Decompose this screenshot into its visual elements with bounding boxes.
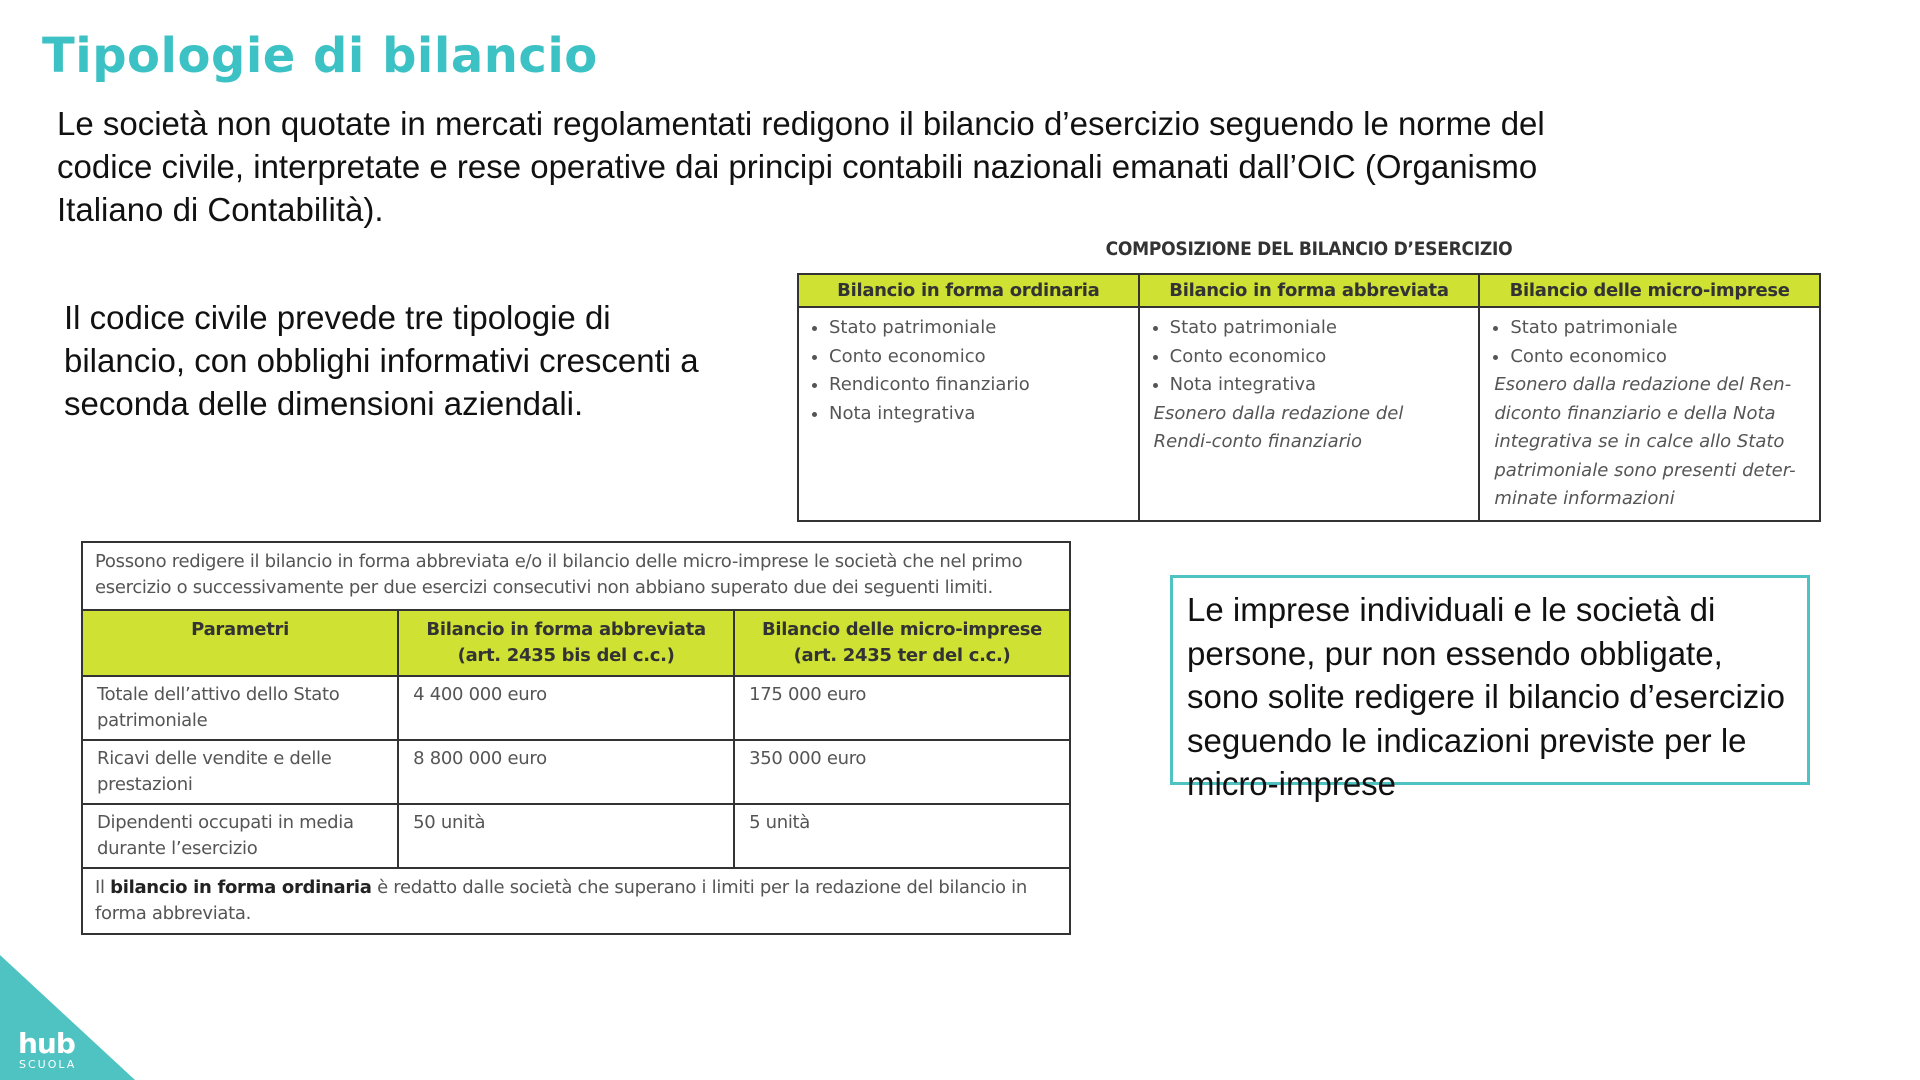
list-item: • Nota integrativa <box>829 400 1124 429</box>
limits-footer <box>82 868 1070 934</box>
list-item: • Nota integrativa <box>1170 371 1465 400</box>
list-item: • Conto economico <box>829 343 1124 372</box>
header-micro: Bilancio delle micro-imprese <box>1479 274 1820 307</box>
row-param: Ricavi delle vendite e delle prestazioni <box>82 740 398 804</box>
header-abbreviata-ref: (art. 2435 bis del c.c.) <box>457 645 675 666</box>
intro-paragraph: Le società non quotate in mercati regolamentati redigono il bilancio d’esercizio seguendo le norme del codice civile, interpretate e rese operative dai principi contabili nazionali emanati dall’OIC (Organismo Italiano di Contabilità). <box>57 105 1545 228</box>
composition-section <box>797 234 1821 522</box>
row-micro-value: 175 000 euro <box>734 676 1070 740</box>
header-micro-ref: (art. 2435 ter del c.c.) <box>793 645 1011 666</box>
cell-ordinaria <box>798 307 1139 521</box>
list-item: • Conto economico <box>1510 343 1805 372</box>
header-abbreviata: Bilancio in forma abbreviata <box>1139 274 1480 307</box>
composition-title: COMPOSIZIONE DEL BILANCIO D’ESERCIZIO <box>1105 238 1513 260</box>
header-parametri: Parametri <box>82 610 398 676</box>
row-abbr-value: 4 400 000 euro <box>398 676 734 740</box>
table-row <box>82 740 1070 804</box>
callout-box: Le imprese individuali e le società di persone, pur non essendo obbligate, sono solite redigere il bilancio d’esercizio seguendo le indicazioni previste per le micro-imprese <box>1170 575 1810 785</box>
micro-note: Esonero dalla redazione del Ren-diconto finanziario e della Nota integrativa se in calce allo Stato patrimoniale sono presenti deter-minate informazioni <box>1494 374 1796 509</box>
limits-intro: Possono redigere il bilancio in forma abbreviata e/o il bilancio delle micro-imprese le società che nel primo esercizio o successivamente per due esercizi consecutivi non abbiano superato due dei seguenti limiti. <box>82 542 1070 610</box>
abbreviata-note: Esonero dalla redazione del Rendi-conto finanziario <box>1153 402 1404 452</box>
row-micro-value: 350 000 euro <box>734 740 1070 804</box>
header-abbreviata-title: Bilancio in forma abbreviata <box>426 619 706 640</box>
header-micro-title: Bilancio delle micro-imprese <box>761 619 1043 640</box>
composition-table <box>797 273 1821 522</box>
list-item: • Stato patrimoniale <box>1510 314 1805 343</box>
row-param: Totale dell’attivo dello Stato patrimoniale <box>82 676 398 740</box>
hub-logo-sub: SCUOLA <box>19 1058 77 1071</box>
page-title: Tipologie di bilancio <box>42 28 598 84</box>
row-abbr-value: 50 unità <box>398 804 734 868</box>
cell-micro <box>1479 307 1820 521</box>
limits-section <box>81 541 1071 935</box>
row-micro-value: 5 unità <box>734 804 1070 868</box>
header-micro-limits <box>734 610 1070 676</box>
header-ordinaria: Bilancio in forma ordinaria <box>798 274 1139 307</box>
row-param: Dipendenti occupati in media durante l’esercizio <box>82 804 398 868</box>
side-paragraph: Il codice civile prevede tre tipologie di bilancio, con obblighi informativi crescenti a seconda delle dimensioni aziendali. <box>64 299 699 422</box>
footer-rest: è redatto dalle società che superano i limiti per la redazione del bilancio in forma abbreviata. <box>95 877 1027 924</box>
list-item: • Conto economico <box>1170 343 1465 372</box>
header-abbreviata-limits <box>398 610 734 676</box>
table-row <box>82 676 1070 740</box>
table-row <box>82 804 1070 868</box>
footer-bold: bilancio in forma ordinaria <box>110 877 372 898</box>
list-item: • Stato patrimoniale <box>1170 314 1465 343</box>
cell-abbreviata <box>1139 307 1480 521</box>
footer-prefix: Il <box>95 877 105 898</box>
row-abbr-value: 8 800 000 euro <box>398 740 734 804</box>
hub-logo: hub <box>18 1027 75 1060</box>
limits-table <box>81 541 1071 935</box>
list-item: • Rendiconto finanziario <box>829 371 1124 400</box>
list-item: • Stato patrimoniale <box>829 314 1124 343</box>
